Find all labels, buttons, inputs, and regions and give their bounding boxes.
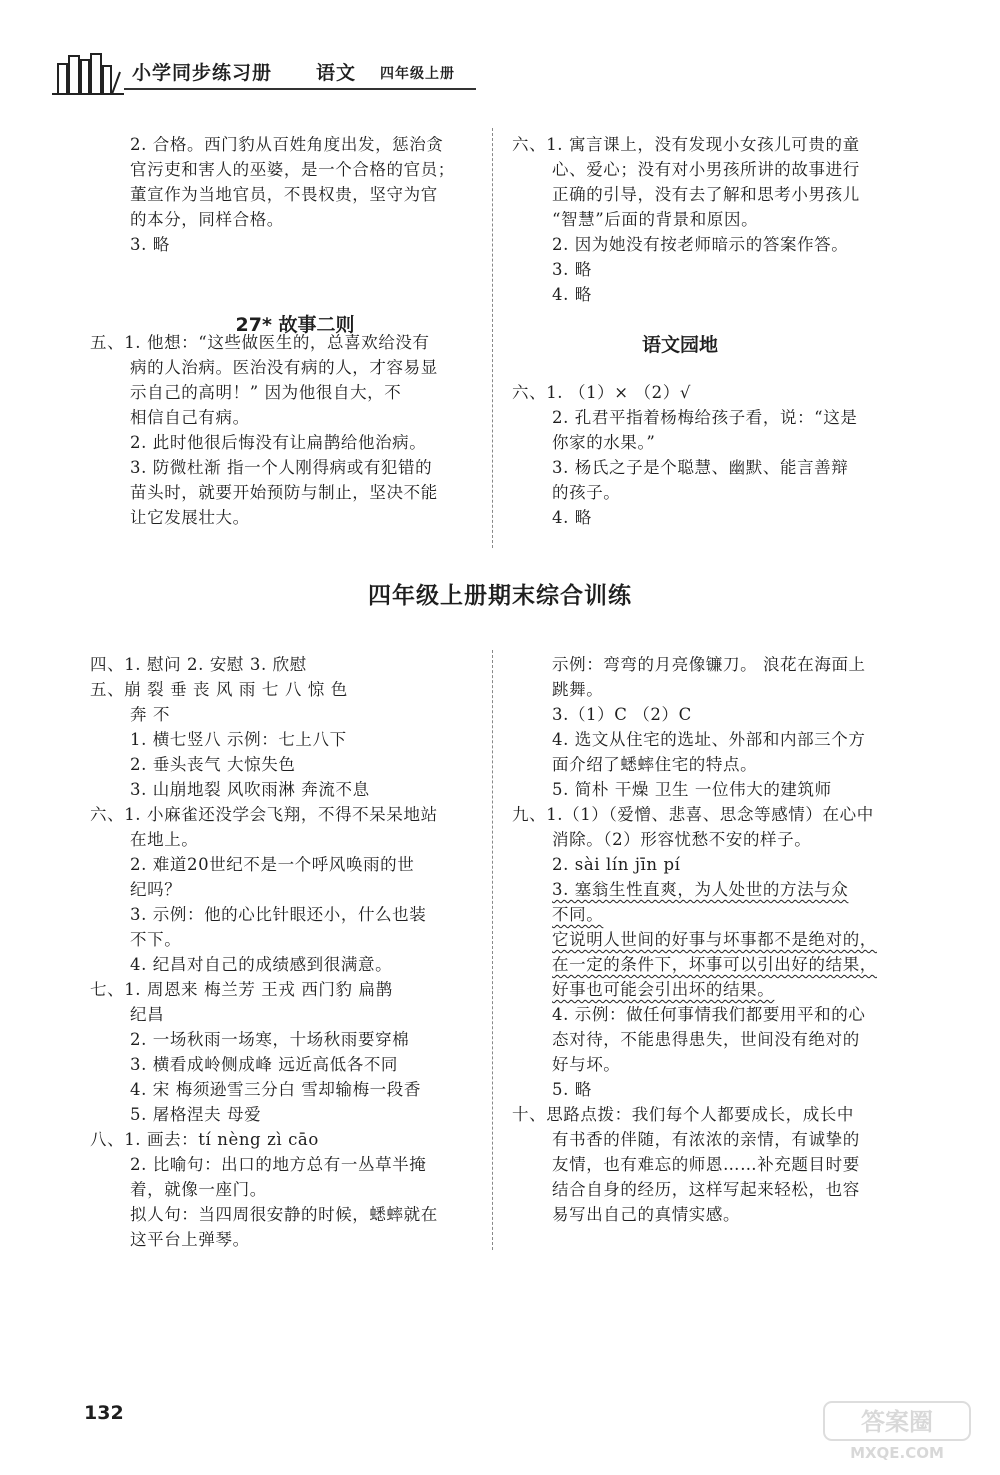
- text-line: 4. 纪昌对自己的成绩感到很满意。: [130, 955, 393, 974]
- text-line: 拟人句：当四周很安静的时候，蟋蟀就在: [130, 1205, 438, 1224]
- text-line: 3. 山崩地裂 风吹雨淋 奔流不息: [130, 780, 370, 799]
- yuwen-heading: 语文园地: [641, 334, 718, 356]
- text-line: 3. 略: [552, 260, 592, 279]
- header-rule: [124, 88, 476, 90]
- text-line: 八、1. 画去：tí nèng zì cāo: [90, 1130, 319, 1149]
- text-line: 这平台上弹琴。: [130, 1230, 250, 1249]
- text-line: 3. 横看成岭侧成峰 远近高低各不同: [130, 1055, 399, 1074]
- text-line: 纪吗？: [130, 880, 182, 899]
- column-divider: [492, 128, 493, 548]
- text-line: 五、1. 他想：“这些做医生的，总喜欢给没有: [90, 333, 430, 352]
- text-line: 2. 因为她没有按老师暗示的答案作答。: [552, 235, 849, 254]
- text-line: 易写出自己的真情实感。: [552, 1205, 741, 1224]
- text-line: 3. 防微杜渐 指一个人刚得病或有犯错的: [130, 458, 433, 477]
- text-line: 在地上。: [130, 830, 199, 849]
- text-line: 董宣作为当地官员，不畏权贵，坚守为官: [130, 185, 438, 204]
- text-line: 心、爱心；没有对小男孩所讲的故事进行: [552, 160, 860, 179]
- text-line: 六、1. （1）× （2）√: [512, 383, 691, 402]
- text-line: 有书香的伴随，有浓浓的亲情，有诚挚的: [552, 1130, 860, 1149]
- text-line: 病的人治病。医治没有病的人，才容易显: [130, 358, 438, 377]
- watermark-logo: [822, 1400, 972, 1462]
- text-line: 5. 屠格涅夫 母爱: [130, 1105, 262, 1124]
- column-divider: [492, 650, 493, 1250]
- text-line: 4. 略: [552, 508, 592, 527]
- lesson-heading: 27* 故事二则: [235, 314, 355, 336]
- text-line: 2. 一场秋雨一场寒，十场秋雨要穿棉: [130, 1030, 410, 1049]
- svg-text:MXQE.COM: MXQE.COM: [850, 1444, 944, 1462]
- text-line: 2. sài lín jīn pí: [552, 855, 681, 874]
- text-line: 不下。: [130, 930, 182, 949]
- text-line: 四、1. 慰问 2. 安慰 3. 欣慰: [90, 655, 307, 674]
- text-line: 你家的水果。”: [552, 433, 656, 452]
- text-line: 面介绍了蟋蟀住宅的特点。: [552, 755, 758, 774]
- text-line: 十、思路点拨：我们每个人都要成长，成长中: [512, 1105, 854, 1124]
- text-line: 5. 简朴 干燥 卫生 一位伟大的建筑师: [552, 780, 832, 799]
- text-line: 的孩子。: [552, 483, 621, 502]
- page-number: 132: [84, 1402, 124, 1424]
- text-line: 态对待，不能患得患失，世间没有绝对的: [552, 1030, 860, 1049]
- underlined-line: 好事也可能会引出坏的结果。: [552, 980, 775, 999]
- text-line: 着，就像一座门。: [130, 1180, 267, 1199]
- text-line: 2. 垂头丧气 大惊失色: [130, 755, 296, 774]
- section-title: 四年级上册期末综合训练: [368, 583, 632, 609]
- text-line: 3. 略: [130, 235, 170, 254]
- book-grade: 四年级上册: [380, 66, 455, 82]
- book-subject: 语文: [316, 62, 357, 84]
- text-line: 2. 比喻句：出口的地方总有一丛草半掩: [130, 1155, 427, 1174]
- text-line: 纪昌: [130, 1005, 165, 1024]
- text-line: 4. 宋 梅须逊雪三分白 雪却输梅一段香: [130, 1080, 421, 1099]
- svg-text:答案圈: 答案圈: [861, 1408, 933, 1436]
- text-line: 友情，也有难忘的师恩……补充题目时要: [552, 1155, 860, 1174]
- text-line: 1. 横七竖八 示例：七上八下: [130, 730, 347, 749]
- text-line: 九、1.（1）（爱憎、悲喜、思念等感情）在心中: [512, 805, 874, 824]
- text-line: 正确的引导，没有去了解和思考小男孩儿: [552, 185, 860, 204]
- text-line: 3.（1）C （2）C: [552, 705, 692, 724]
- text-line: 官污吏和害人的巫婆，是一个合格的官员；: [130, 160, 455, 179]
- underlined-line: 在一定的条件下，坏事可以引出好的结果，: [552, 955, 877, 974]
- text-line: 示自己的高明！” 因为他很自大，不: [130, 383, 402, 402]
- text-line: 跳舞。: [552, 680, 604, 699]
- text-line: 六、1. 小麻雀还没学会飞翔，不得不呆呆地站: [90, 805, 438, 824]
- books-logo-icon: [52, 50, 124, 96]
- text-line: 4. 选文从住宅的选址、外部和内部三个方: [552, 730, 866, 749]
- text-line: 消除。（2）形容忧愁不安的样子。: [552, 830, 812, 849]
- text-line: 结合自身的经历，这样写起来轻松，也容: [552, 1180, 860, 1199]
- text-line: 示例：弯弯的月亮像镰刀。 浪花在海面上: [552, 655, 866, 674]
- text-line: 2. 此时他很后悔没有让扁鹊给他治病。: [130, 433, 427, 452]
- underlined-line: 它说明人世间的好事与坏事都不是绝对的，: [552, 930, 877, 949]
- text-line: 六、1. 寓言课上，没有发现小女孩儿可贵的童: [512, 135, 860, 154]
- text-line: 让它发展壮大。: [130, 508, 250, 527]
- book-title: 小学同步练习册: [132, 62, 273, 84]
- text-line: 3. 示例：他的心比针眼还小，什么也装: [130, 905, 427, 924]
- text-line: 的本分，同样合格。: [130, 210, 284, 229]
- text-line: 好与坏。: [552, 1055, 621, 1074]
- underlined-line: 3. 塞翁生性直爽，为人处世的方法与众: [552, 880, 849, 899]
- text-line: 奔 不: [130, 705, 171, 724]
- text-line: 4. 略: [552, 285, 592, 304]
- text-line: “智慧”后面的背景和原因。: [552, 210, 759, 229]
- text-line: 3. 杨氏之子是个聪慧、幽默、能言善辩: [552, 458, 849, 477]
- text-line: 5. 略: [552, 1080, 592, 1099]
- text-line: 五、崩 裂 垂 丧 风 雨 七 八 惊 色: [90, 680, 348, 699]
- text-line: 2. 难道20世纪不是一个呼风唤雨的世: [130, 855, 415, 874]
- underlined-line: 不同。: [552, 905, 604, 924]
- text-line: 2. 合格。西门豹从百姓角度出发，惩治贪: [130, 135, 444, 154]
- text-line: 苗头时，就要开始预防与制止，坚决不能: [130, 483, 438, 502]
- text-line: 4. 示例：做任何事情我们都要用平和的心: [552, 1005, 866, 1024]
- text-line: 七、1. 周恩来 梅兰芳 王戎 西门豹 扁鹊: [90, 980, 393, 999]
- text-line: 相信自己有病。: [130, 408, 250, 427]
- text-line: 2. 孔君平指着杨梅给孩子看，说：“这是: [552, 408, 858, 427]
